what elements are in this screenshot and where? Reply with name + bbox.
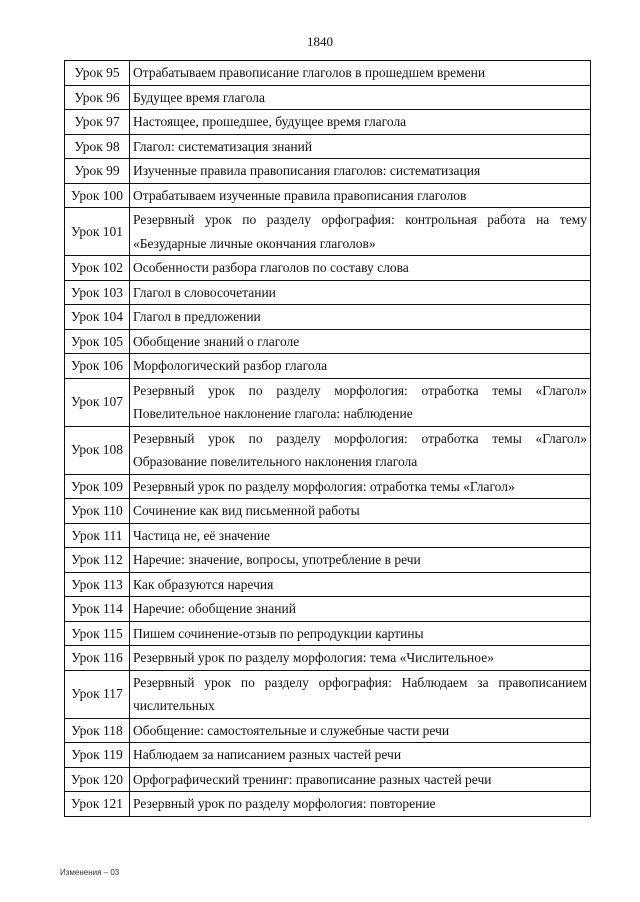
table-row xyxy=(65,208,591,256)
table-row xyxy=(65,280,591,305)
lesson-number-cell: Урок 99 xyxy=(65,159,130,184)
table-row xyxy=(65,646,591,671)
lesson-topic-cell: Наблюдаем за написанием разных частей речи xyxy=(130,743,591,768)
lesson-topic-cell: Обобщение знаний о глаголе xyxy=(130,329,591,354)
table-row xyxy=(65,548,591,573)
lesson-topic-cell: Изученные правила правописания глаголов: систематизация xyxy=(130,159,591,184)
lesson-number-cell: Урок 103 xyxy=(65,280,130,305)
table-row xyxy=(65,767,591,792)
lesson-number-cell: Урок 114 xyxy=(65,597,130,622)
lesson-number-cell: Урок 120 xyxy=(65,767,130,792)
table-row xyxy=(65,329,591,354)
table-row xyxy=(65,426,591,474)
lesson-number-cell: Урок 105 xyxy=(65,329,130,354)
table-row xyxy=(65,354,591,379)
page-number: 1840 xyxy=(307,34,333,49)
lesson-number-cell: Урок 112 xyxy=(65,548,130,573)
table-row xyxy=(65,621,591,646)
lesson-topic-cell: Резервный урок по разделу морфология: повторение xyxy=(130,792,591,817)
table-row xyxy=(65,523,591,548)
lesson-number-cell: Урок 102 xyxy=(65,256,130,281)
lesson-topic-cell: Резервный урок по разделу морфология: отработка темы «Глагол» Повелительное наклонение глагола: наблюдение xyxy=(130,378,591,426)
table-row xyxy=(65,305,591,330)
table-row xyxy=(65,256,591,281)
table-row xyxy=(65,718,591,743)
table-row xyxy=(65,792,591,817)
lesson-topic-cell: Резервный урок по разделу орфография: Наблюдаем за правописанием числительных xyxy=(130,670,591,718)
lesson-number-cell: Урок 109 xyxy=(65,474,130,499)
lesson-number-cell: Урок 100 xyxy=(65,183,130,208)
lesson-number-cell: Урок 107 xyxy=(65,378,130,426)
table-row xyxy=(65,61,591,86)
lesson-topic-cell: Орфографический тренинг: правописание разных частей речи xyxy=(130,767,591,792)
lesson-number-cell: Урок 104 xyxy=(65,305,130,330)
lesson-topic-cell: Особенности разбора глаголов по составу слова xyxy=(130,256,591,281)
lesson-number-cell: Урок 121 xyxy=(65,792,130,817)
lesson-number-cell: Урок 96 xyxy=(65,85,130,110)
lesson-topic-cell: Резервный урок по разделу морфология: отработка темы «Глагол» Образование повелительного наклонения глагола xyxy=(130,426,591,474)
lesson-topic-cell: Отрабатываем правописание глаголов в прошедшем времени xyxy=(130,61,591,86)
table-row xyxy=(65,474,591,499)
lesson-topic-cell: Отрабатываем изученные правила правописания глаголов xyxy=(130,183,591,208)
table-row xyxy=(65,499,591,524)
lesson-topic-cell: Глагол в словосочетании xyxy=(130,280,591,305)
lesson-topic-cell: Резервный урок по разделу орфография: контрольная работа на тему «Безударные личные окончания глаголов» xyxy=(130,208,591,256)
table-row xyxy=(65,597,591,622)
lesson-number-cell: Урок 111 xyxy=(65,523,130,548)
lesson-topic-cell: Наречие: значение, вопросы, употребление в речи xyxy=(130,548,591,573)
footer-note: Изменения – 03 xyxy=(60,868,120,877)
lesson-number-cell: Урок 117 xyxy=(65,670,130,718)
lesson-topic-cell: Частица не, её значение xyxy=(130,523,591,548)
lesson-number-cell: Урок 95 xyxy=(65,61,130,86)
table-row xyxy=(65,134,591,159)
lesson-topic-cell: Резервный урок по разделу морфология: отработка темы «Глагол» xyxy=(130,474,591,499)
table-row xyxy=(65,159,591,184)
lesson-topic-cell: Настоящее, прошедшее, будущее время глагола xyxy=(130,110,591,135)
lesson-table xyxy=(64,60,591,817)
table-row xyxy=(65,378,591,426)
lesson-number-cell: Урок 110 xyxy=(65,499,130,524)
lesson-number-cell: Урок 108 xyxy=(65,426,130,474)
lesson-number-cell: Урок 118 xyxy=(65,718,130,743)
lesson-number-cell: Урок 98 xyxy=(65,134,130,159)
table-row xyxy=(65,85,591,110)
lesson-topic-cell: Сочинение как вид письменной работы xyxy=(130,499,591,524)
lesson-number-cell: Урок 101 xyxy=(65,208,130,256)
lesson-topic-cell: Морфологический разбор глагола xyxy=(130,354,591,379)
lesson-topic-cell: Резервный урок по разделу морфология: тема «Числительное» xyxy=(130,646,591,671)
lesson-topic-cell: Как образуются наречия xyxy=(130,572,591,597)
lesson-topic-cell: Будущее время глагола xyxy=(130,85,591,110)
lesson-topic-cell: Обобщение: самостоятельные и служебные части речи xyxy=(130,718,591,743)
lesson-topic-cell: Наречие: обобщение знаний xyxy=(130,597,591,622)
lesson-number-cell: Урок 106 xyxy=(65,354,130,379)
lesson-topic-cell: Глагол в предложении xyxy=(130,305,591,330)
table-row xyxy=(65,670,591,718)
lesson-number-cell: Урок 116 xyxy=(65,646,130,671)
table-row xyxy=(65,572,591,597)
table-row xyxy=(65,743,591,768)
lesson-number-cell: Урок 115 xyxy=(65,621,130,646)
lesson-topic-cell: Глагол: систематизация знаний xyxy=(130,134,591,159)
lesson-topic-cell: Пишем сочинение-отзыв по репродукции картины xyxy=(130,621,591,646)
lesson-number-cell: Урок 97 xyxy=(65,110,130,135)
lesson-table-body xyxy=(65,61,591,817)
lesson-number-cell: Урок 113 xyxy=(65,572,130,597)
table-row xyxy=(65,183,591,208)
table-row xyxy=(65,110,591,135)
lesson-number-cell: Урок 119 xyxy=(65,743,130,768)
